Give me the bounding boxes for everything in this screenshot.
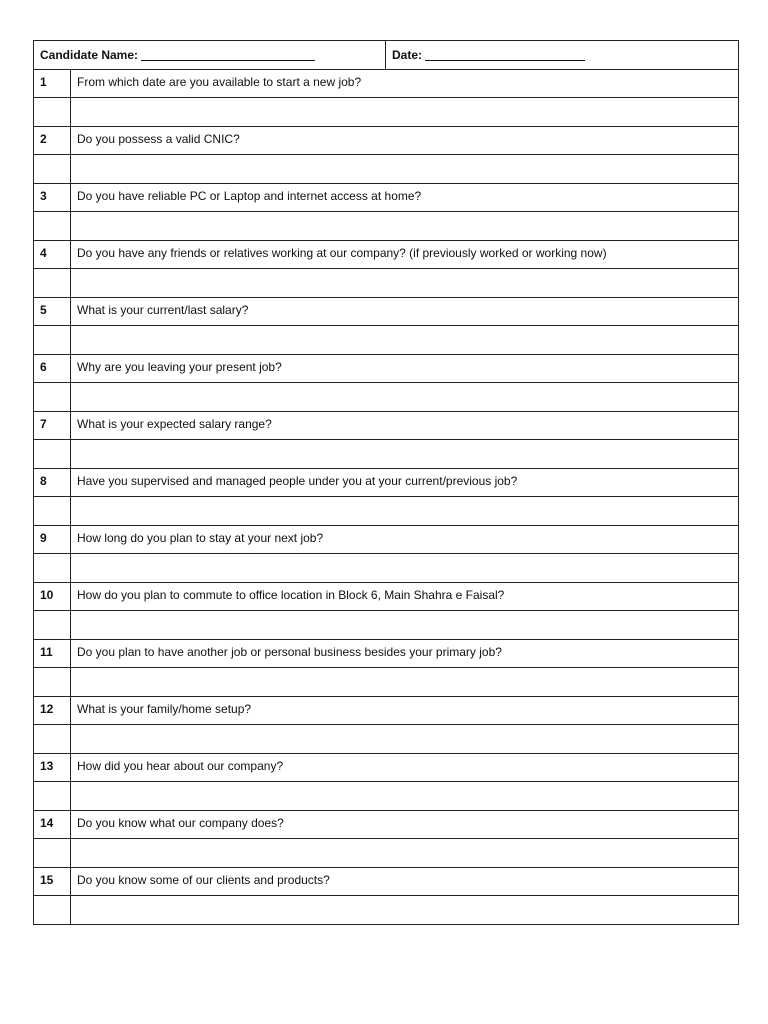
question-row xyxy=(34,184,739,212)
question-number: 10 xyxy=(34,583,71,611)
answer-number-cell xyxy=(34,383,71,412)
question-text: From which date are you available to start a new job? xyxy=(71,70,739,98)
question-text: Do you have any friends or relatives working at our company? (if previously worked or working now) xyxy=(71,241,739,269)
answer-number-cell xyxy=(34,725,71,754)
answer-row xyxy=(34,383,739,412)
answer-field[interactable] xyxy=(71,326,739,355)
answer-row xyxy=(34,497,739,526)
question-text: What is your family/home setup? xyxy=(71,697,739,725)
question-number: 6 xyxy=(34,355,71,383)
answer-number-cell xyxy=(34,839,71,868)
question-row xyxy=(34,70,739,98)
answer-row xyxy=(34,155,739,184)
answer-number-cell xyxy=(34,554,71,583)
answer-number-cell xyxy=(34,440,71,469)
answer-row xyxy=(34,212,739,241)
answer-row xyxy=(34,554,739,583)
question-row xyxy=(34,241,739,269)
question-row xyxy=(34,811,739,839)
question-text: Have you supervised and managed people under you at your current/previous job? xyxy=(71,469,739,497)
question-number: 5 xyxy=(34,298,71,326)
answer-number-cell xyxy=(34,212,71,241)
question-number: 13 xyxy=(34,754,71,782)
question-number: 8 xyxy=(34,469,71,497)
answer-field[interactable] xyxy=(71,554,739,583)
question-number: 1 xyxy=(34,70,71,98)
answer-field[interactable] xyxy=(71,725,739,754)
answer-field[interactable] xyxy=(71,212,739,241)
answer-number-cell xyxy=(34,896,71,925)
question-number: 11 xyxy=(34,640,71,668)
answer-number-cell xyxy=(34,155,71,184)
question-text: Do you have reliable PC or Laptop and internet access at home? xyxy=(71,184,739,212)
question-text: How long do you plan to stay at your next job? xyxy=(71,526,739,554)
answer-field[interactable] xyxy=(71,668,739,697)
answer-row xyxy=(34,98,739,127)
answer-number-cell xyxy=(34,98,71,127)
question-row xyxy=(34,583,739,611)
answer-field[interactable] xyxy=(71,269,739,298)
question-number: 3 xyxy=(34,184,71,212)
question-row xyxy=(34,298,739,326)
question-row xyxy=(34,754,739,782)
question-text: How do you plan to commute to office location in Block 6, Main Shahra e Faisal? xyxy=(71,583,739,611)
answer-number-cell xyxy=(34,269,71,298)
question-number: 14 xyxy=(34,811,71,839)
answer-row xyxy=(34,782,739,811)
question-row xyxy=(34,412,739,440)
question-number: 4 xyxy=(34,241,71,269)
question-row xyxy=(34,526,739,554)
answer-row xyxy=(34,269,739,298)
question-row xyxy=(34,868,739,896)
answer-row xyxy=(34,326,739,355)
question-text: Do you possess a valid CNIC? xyxy=(71,127,739,155)
question-row xyxy=(34,469,739,497)
question-text: Do you know what our company does? xyxy=(71,811,739,839)
answer-number-cell xyxy=(34,326,71,355)
question-text: What is your current/last salary? xyxy=(71,298,739,326)
question-number: 7 xyxy=(34,412,71,440)
questionnaire-table xyxy=(33,40,739,925)
answer-field[interactable] xyxy=(71,782,739,811)
answer-field[interactable] xyxy=(71,383,739,412)
candidate-name-label: Candidate Name: xyxy=(40,48,139,62)
answer-number-cell xyxy=(34,668,71,697)
date-cell xyxy=(386,41,739,70)
question-text: Do you plan to have another job or personal business besides your primary job? xyxy=(71,640,739,668)
date-field[interactable] xyxy=(425,48,585,61)
question-number: 2 xyxy=(34,127,71,155)
question-number: 9 xyxy=(34,526,71,554)
answer-row xyxy=(34,896,739,925)
answer-number-cell xyxy=(34,497,71,526)
answer-field[interactable] xyxy=(71,896,739,925)
answer-field[interactable] xyxy=(71,611,739,640)
answer-row xyxy=(34,839,739,868)
question-text: Do you know some of our clients and products? xyxy=(71,868,739,896)
question-row xyxy=(34,640,739,668)
answer-field[interactable] xyxy=(71,497,739,526)
answer-field[interactable] xyxy=(71,839,739,868)
header-row xyxy=(34,41,739,70)
question-row xyxy=(34,127,739,155)
candidate-name-field[interactable] xyxy=(141,48,315,61)
candidate-name-cell xyxy=(34,41,386,70)
answer-number-cell xyxy=(34,611,71,640)
question-text: Why are you leaving your present job? xyxy=(71,355,739,383)
question-number: 15 xyxy=(34,868,71,896)
answer-row xyxy=(34,668,739,697)
answer-field[interactable] xyxy=(71,98,739,127)
question-row xyxy=(34,697,739,725)
answer-field[interactable] xyxy=(71,440,739,469)
answer-row xyxy=(34,725,739,754)
question-row xyxy=(34,355,739,383)
answer-number-cell xyxy=(34,782,71,811)
answer-field[interactable] xyxy=(71,155,739,184)
question-text: How did you hear about our company? xyxy=(71,754,739,782)
question-number: 12 xyxy=(34,697,71,725)
question-text: What is your expected salary range? xyxy=(71,412,739,440)
answer-row xyxy=(34,611,739,640)
date-label: Date: xyxy=(392,48,423,62)
answer-row xyxy=(34,440,739,469)
